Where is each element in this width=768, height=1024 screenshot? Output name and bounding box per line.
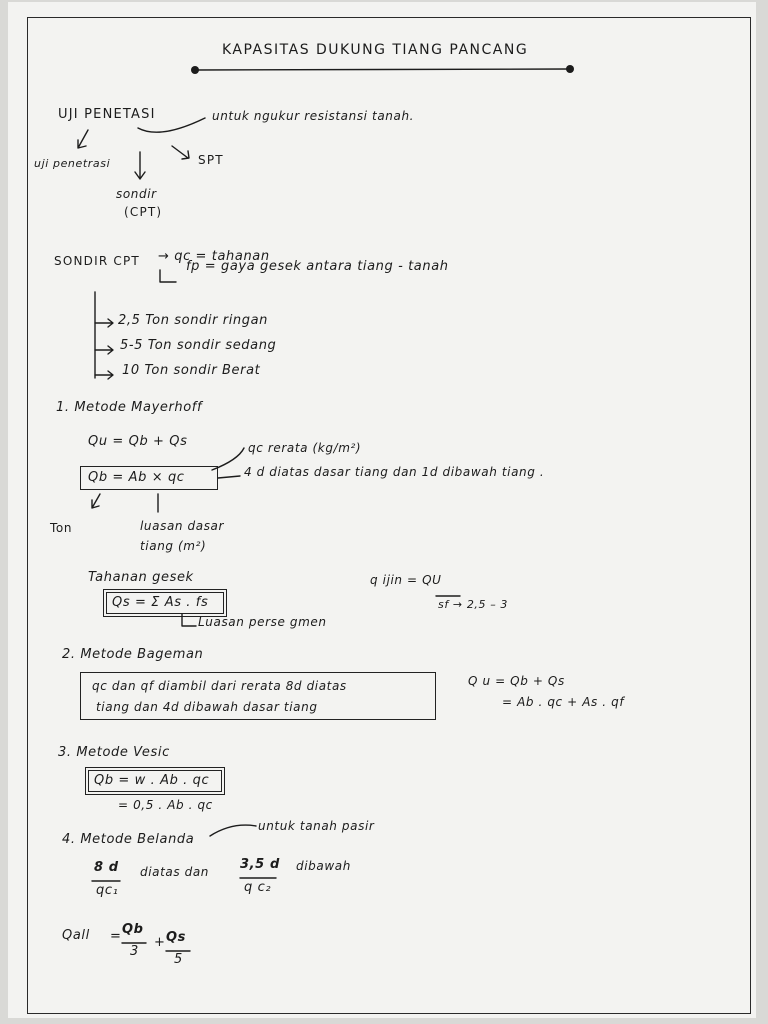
m1-sf: sf → 2,5 – 3 — [438, 598, 508, 611]
arrow-to-ton — [92, 494, 100, 508]
qall-eq: = — [110, 929, 122, 944]
arrow-ringan — [95, 319, 113, 327]
m1-qs: Qs = Σ As . fs — [112, 595, 209, 610]
m1-qu: Qu = Qb + Qs — [88, 434, 188, 449]
page-title: KAPASITAS DUKUNG TIANG PANCANG — [222, 42, 529, 58]
m4-note: untuk tanah pasir — [258, 819, 375, 833]
sondir-ringan: 2,5 Ton sondir ringan — [118, 313, 269, 328]
m4-f1-num: 8 d — [94, 860, 119, 875]
m1-luas-line2: tiang (m²) — [140, 539, 207, 553]
arrow-berat — [95, 371, 113, 379]
qall-d1: 3 — [130, 944, 139, 959]
m2-box-line2: tiang dan 4d dibawah dasar tiang — [96, 700, 318, 714]
uji-branch-sondir: sondir — [116, 187, 157, 201]
m1-heading: 1. Metode Mayerhoff — [56, 400, 203, 415]
m1-ton: Ton — [50, 521, 73, 535]
arrow-to-sondir — [135, 152, 145, 179]
m1-selimut: Luasan perse gmen — [198, 615, 327, 629]
qall-d2: 5 — [174, 952, 183, 967]
m4-mid: diatas dan — [140, 865, 210, 879]
m2-heading: 2. Metode Bageman — [62, 647, 204, 662]
m1-luas-line1: luasan dasar — [140, 519, 225, 533]
m1-range-note: 4 d diatas dasar tiang dan 1d dibawah tiang . — [244, 465, 545, 479]
pointer-qc-note — [212, 448, 244, 470]
m1-qc-note: qc rerata (kg/m²) — [248, 441, 362, 455]
m1-qb: Qb = Ab × qc — [88, 470, 185, 485]
uji-branch-spt: SPT — [198, 153, 224, 167]
m3-heading: 3. Metode Vesic — [58, 745, 170, 760]
sondir-heading: SONDIR CPT — [54, 254, 140, 268]
sondir-fp: fp = gaya gesek antara tiang - tanah — [186, 259, 449, 274]
m4-f2-den: q c₂ — [244, 880, 272, 895]
arrow-to-spt — [172, 146, 189, 159]
uji-heading: UJI PENETASI — [58, 107, 156, 122]
qall-n1: Qb — [122, 922, 144, 937]
m1-qijin: q ijin = QU — [370, 573, 442, 587]
uji-branch-penetrasi: uji penetrasi — [34, 157, 111, 170]
m3-qb: Qb = w . Ab . qc — [94, 773, 210, 788]
sondir-qc: → qc = tahanan — [158, 249, 270, 264]
qall-plus: + — [154, 935, 166, 950]
m4-after: dibawah — [296, 859, 351, 873]
m2-box-line1: qc dan qf diambil dari rerata 8d diatas — [92, 679, 347, 693]
pointer-selimut — [182, 614, 196, 626]
m3-qb2: = 0,5 . Ab . qc — [118, 798, 213, 812]
arrow-sedang — [95, 346, 113, 354]
arrow-to-penetrasi — [78, 130, 88, 148]
m4-f2-num: 3,5 d — [240, 857, 280, 872]
m1-gesek: Tahanan gesek — [88, 570, 194, 585]
uji-brace — [138, 118, 205, 132]
title-rule-line — [195, 69, 570, 70]
pointer-tanah-pasir — [210, 825, 256, 836]
uji-note: untuk ngukur resistansi tanah. — [212, 109, 415, 123]
sondir-berat: 10 Ton sondir Berat — [122, 363, 261, 378]
m2-qu2: = Ab . qc + As . qf — [502, 695, 625, 709]
m4-heading: 4. Metode Belanda — [62, 832, 195, 847]
uji-branch-cpt: (CPT) — [124, 205, 163, 219]
qall-label: Qall — [62, 928, 90, 943]
m4-f1-den: qc₁ — [96, 883, 119, 898]
pointer-range-note — [218, 476, 240, 478]
sondir-sedang: 5-5 Ton sondir sedang — [120, 338, 277, 353]
arrow-to-fp — [160, 270, 176, 282]
m2-qu1: Q u = Qb + Qs — [468, 674, 565, 688]
qall-n2: Qs — [166, 930, 186, 945]
